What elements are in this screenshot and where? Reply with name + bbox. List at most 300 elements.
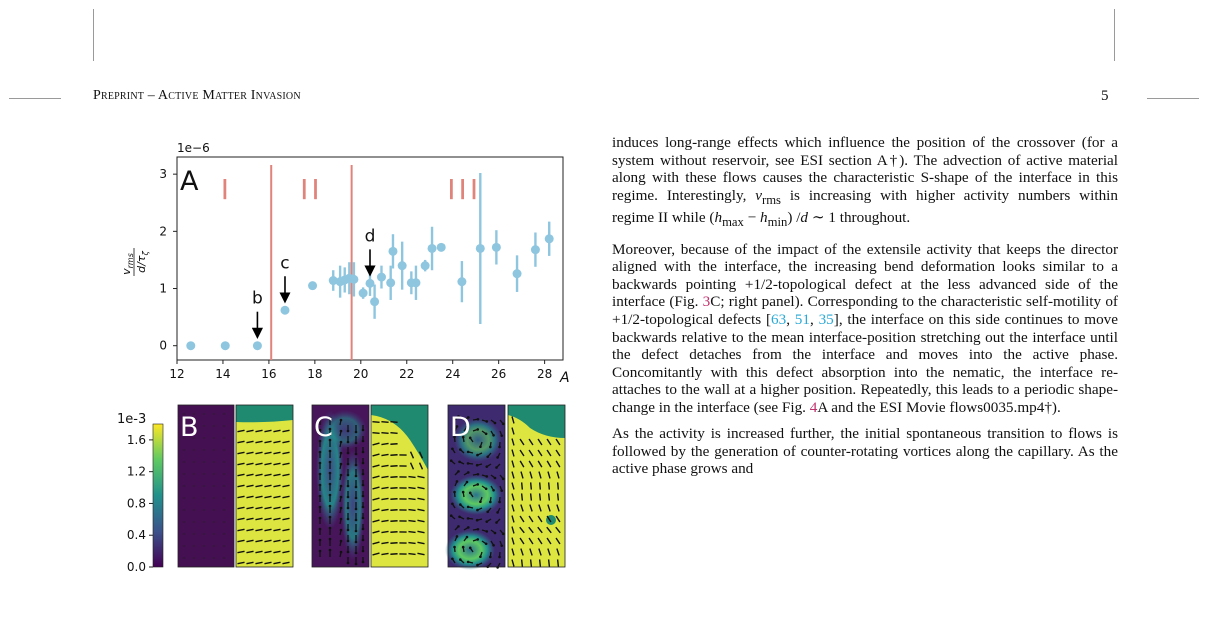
velocity-arrow-head [355,475,358,478]
data-point [388,247,397,256]
director-segment [390,455,397,456]
velocity-arrow-head [485,475,488,478]
velocity-arrow-head [476,564,479,567]
plot-panel-a [120,141,570,386]
velocity-arrow-head [457,525,460,528]
velocity-arrow-head [362,539,365,542]
velocity-arrow-head [485,542,488,545]
velocity-arrow-head [362,528,365,531]
velocity-dot [183,545,184,546]
velocity-arrow-head [329,549,332,552]
velocity-arrow-head [362,451,365,454]
x-axis-ticks [169,360,552,381]
velocity-arrow-head [347,507,350,510]
velocity-arrow-head [479,500,482,503]
velocity-arrow-head [469,492,472,495]
velocity-arrow-head [476,428,479,431]
velocity-arrow-head [485,432,488,435]
velocity-arrow-head [347,463,350,466]
velocity-dot [193,533,194,534]
x-tick-label: 18 [307,367,323,381]
velocity-arrow-head [479,445,482,448]
figure-ref-3[interactable]: 3 [702,293,711,311]
velocity-arrow-head [347,518,350,521]
velocity-arrow-head [458,515,461,518]
x-axis-label: A [560,370,570,386]
colorbar-gradient [153,424,163,567]
director-segment [381,433,388,434]
y-axis-ticks [159,167,177,353]
colorbar-exponent: 1e-3 [117,412,147,427]
velocity-dot [223,461,224,462]
velocity-arrow-head [362,561,365,564]
velocity-dot [223,545,224,546]
y-tick-label: 0 [159,338,167,353]
director-segment [558,482,559,489]
director-segment [522,559,523,566]
velocity-arrow-head [476,519,479,522]
velocity-dot [213,461,214,462]
velocity-dot [183,521,184,522]
director-segment [408,488,415,489]
velocity-arrow-head [347,562,350,565]
crop-mark-right-vertical [1114,9,1115,61]
colorbar [117,412,163,574]
velocity-arrow-head [485,530,488,533]
velocity-arrow-head [485,520,488,523]
velocity-arrow-head [319,451,322,454]
data-point [349,275,358,284]
x-tick-label: 20 [353,367,369,381]
velocity-arrow-head [319,462,322,465]
velocity-dot [223,473,224,474]
velocity-dot [223,521,224,522]
data-point [386,278,395,287]
velocity-dot [223,497,224,498]
velocity-arrow-head [467,526,470,529]
velocity-dot [223,557,224,558]
running-head: Preprint – Active Matter Invasion [93,88,301,103]
velocity-arrow-head [456,535,459,538]
velocity-dot [193,449,194,450]
y-exponent-label: 1e−6 [177,141,210,155]
panel-label-b: B [180,412,199,443]
velocity-dot [223,533,224,534]
velocity-arrow-head [477,473,480,476]
velocity-arrow-head [355,563,358,566]
velocity-arrow-head [476,483,479,486]
velocity-arrow-head [485,487,488,490]
velocity-arrow-head [494,477,497,480]
velocity-arrow-head [347,441,350,444]
velocity-arrow-head [453,546,456,549]
regime-label: II [300,173,323,206]
director-segment [540,559,541,566]
velocity-arrow-head [476,509,479,512]
velocity-arrow-head [329,516,332,519]
data-point [398,261,407,270]
velocity-arrow-head [362,429,365,432]
velocity-arrow-head [362,495,365,498]
director-segment [531,482,532,489]
velocity-arrow-head [459,558,462,561]
velocity-dot [183,461,184,462]
velocity-arrow-head [319,473,322,476]
velocity-arrow-head [362,517,365,520]
velocity-arrow-head [462,546,465,549]
velocity-arrow-head [495,466,498,469]
velocity-arrow-head [340,529,343,532]
velocity-arrow-head [486,510,489,513]
data-point [186,341,195,350]
velocity-arrow-head [362,484,365,487]
velocity-arrow-head [462,491,465,494]
velocity-dot [213,413,214,414]
citation-51[interactable]: 51 [794,310,810,328]
velocity-dot [203,485,204,486]
director-segment [531,493,532,500]
velocity-arrow-head [355,486,358,489]
velocity-dot [183,557,184,558]
velocity-arrow-head [467,506,470,509]
x-tick-label: 26 [491,367,507,381]
velocity-arrow-head [329,538,332,541]
data-point [280,306,289,315]
director-segment [390,543,397,544]
data-point [545,234,554,243]
velocity-dot [193,497,194,498]
data-point [531,245,540,254]
director-segment [390,521,397,522]
velocity-dot [213,497,214,498]
director-segment [558,559,559,566]
velocity-arrow-head [329,461,332,464]
velocity-dot [193,545,194,546]
velocity-arrow-head [502,423,505,426]
director-segment [408,477,415,478]
velocity-dot [223,437,224,438]
velocity-arrow-head [319,550,322,553]
velocity-dot [213,545,214,546]
velocity-arrow-head [500,544,503,547]
body-text [612,134,1118,486]
x-tick-label: 12 [169,367,185,381]
velocity-dot [223,449,224,450]
data-point [366,279,375,288]
data-point [253,341,262,350]
velocity-dot [193,521,194,522]
velocity-arrow-head [355,453,358,456]
regime-label: I [220,173,233,206]
director-segment [390,554,397,555]
director-segment [390,477,397,478]
velocity-dot [213,521,214,522]
y-tick-label: 1 [159,281,167,296]
velocity-arrow-head [355,508,358,511]
director-segment [549,493,550,500]
director-segment [558,493,559,500]
data-point [513,269,522,278]
director-segment [531,559,532,566]
velocity-dot [193,557,194,558]
director-segment [522,482,523,489]
velocity-dot [213,437,214,438]
velocity-arrow-head [347,452,350,455]
velocity-arrow-head [319,495,322,498]
velocity-arrow-head [362,506,365,509]
director-segment [390,422,397,423]
velocity-arrow-head [451,557,454,560]
velocity-arrow-head [319,506,322,509]
velocity-dot [203,461,204,462]
director-segment [408,532,415,533]
velocity-arrow-head [502,533,505,536]
velocity-arrow-head [498,446,501,449]
velocity-dot [203,413,204,414]
director-segment [372,422,379,423]
velocity-arrow-head [362,440,365,443]
director-segment [390,433,397,434]
data-point [359,289,368,298]
data-point [428,244,437,253]
velocity-dot [213,509,214,510]
velocity-dot [203,521,204,522]
director-segment [390,444,397,445]
velocity-arrow-head [329,494,332,497]
velocity-arrow-head [347,496,350,499]
velocity-arrow-head [340,463,343,466]
velocity-arrow-head [457,470,460,473]
velocity-arrow-head [477,528,480,531]
page-number: 5 [1101,88,1109,104]
velocity-arrow-head [362,473,365,476]
panel-label-d: D [450,412,471,443]
data-point [308,281,317,290]
velocity-arrow-head [340,474,343,477]
x-tick-label: 14 [215,367,231,381]
director-segment [549,559,550,566]
y-tick-label: 3 [159,167,167,182]
annotation-label: d [364,226,376,247]
velocity-dot [183,497,184,498]
director-segment [390,510,397,511]
velocity-arrow-head [319,517,322,520]
velocity-dot [193,509,194,510]
velocity-arrow-head [347,430,350,433]
velocity-dot [183,485,184,486]
director-segment [390,532,397,533]
velocity-arrow-head [362,462,365,465]
data-point [411,278,420,287]
velocity-arrow-head [340,485,343,488]
velocity-dot [203,557,204,558]
director-segment [540,482,541,489]
velocity-dot [203,545,204,546]
crop-mark-right-horizontal [1147,98,1199,99]
velocity-arrow-head [469,547,472,550]
velocity-arrow-head [489,501,492,504]
velocity-dot [203,533,204,534]
velocity-arrow-head [347,474,350,477]
velocity-arrow-head [467,451,470,454]
x-tick-label: 16 [261,367,277,381]
velocity-arrow-head [492,434,495,437]
velocity-dot [223,485,224,486]
velocity-arrow-head [340,430,343,433]
paragraph-1: induces long-range effects which influence the position of the crossover (for a system without reservoir, see ESI section A†). The advection of active material along with these flows causes the characteristic S-shape of the interface in this regime. Interestingly, $v_{rms}$ is increasing with higher activity numbers within regime II while $(h_{max} - h_{min})$ /d ∼ 1 throughout. [612,134,1118,230]
director-segment [540,493,541,500]
velocity-arrow-head [329,505,332,508]
field-panel-c [312,405,428,567]
director-segment [381,422,388,423]
velocity-arrow-head [355,541,358,544]
velocity-arrow-head [355,431,358,434]
velocity-dot [213,557,214,558]
velocity-arrow-head [340,419,343,422]
velocity-arrow-head [492,544,495,547]
velocity-arrow-head [355,530,358,533]
velocity-arrow-head [329,450,332,453]
velocity-arrow-head [489,556,492,559]
velocity-dot [213,449,214,450]
velocity-arrow-head [485,420,488,423]
velocity-dot [223,413,224,414]
data-point [377,273,386,282]
velocity-arrow-head [340,540,343,543]
velocity-arrow-head [477,418,480,421]
svg-text:d/τζ: $d/\tau_\zeta$ [135,251,150,273]
director-segment [390,488,397,489]
x-tick-label: 22 [399,367,415,381]
paragraph-2: Moreover, because of the impact of the extensile activity that keeps the director aligned with the interface, the increasing bend deformation looks similar to a backwards pointing +1/2-topological defect at the less advanced side of the interface (Fig. 3C; right panel). Corresponding to the characteristic self-motility of +1/2-topological defects [63, 51, 35], the interface on this side continues to move backwards relative to the mean interface-position stretching out the interface until the defect detaches from the interface and moves into the active phase. Concomitantly with this defect absorption into the nematic, the interface re-attaches to the wall at a higher position. Repeatedly, this leads to a periodic shape-change in the interface (see Fig. 4A and the ESI Movie flows0035.mp4†). [612,240,1118,416]
citation-63[interactable]: 63 [771,310,787,328]
panel-label-c: C [314,412,333,443]
velocity-arrow-head [347,485,350,488]
figure-ref-4[interactable]: 4 [809,398,818,416]
velocity-dot [203,449,204,450]
velocity-arrow-head [319,539,322,542]
velocity-arrow-head [466,481,469,484]
velocity-dot [223,509,224,510]
velocity-arrow-head [496,511,499,514]
paragraph-3: As the activity is increased further, the initial spontaneous transition to flows is followed by the generation of counter-rotating vortices along the capillary. As the active phase grows and [612,424,1118,478]
velocity-arrow-head [347,529,350,532]
director-segment [522,493,523,500]
data-point [421,261,430,270]
x-tick-label: 28 [536,367,553,381]
velocity-arrow-head [467,561,470,564]
velocity-arrow-head [485,465,488,468]
velocity-arrow-head [489,446,492,449]
velocity-arrow-head [451,447,454,450]
velocity-arrow-head [458,460,461,463]
velocity-dot [203,497,204,498]
velocity-arrow-head [319,528,322,531]
velocity-dot [203,473,204,474]
velocity-arrow-head [340,441,343,444]
velocity-arrow-head [355,519,358,522]
y-tick-label: 2 [159,224,167,239]
velocity-arrow-head [466,536,469,539]
velocity-arrow-head [355,442,358,445]
velocity-arrow-head [329,472,332,475]
velocity-arrow-head [494,422,497,425]
velocity-dot [183,473,184,474]
velocity-arrow-head [319,484,322,487]
y-axis-label [120,248,150,276]
velocity-arrow-head [502,478,505,481]
velocity-arrow-head [498,556,501,559]
velocity-arrow-head [355,552,358,555]
director-segment [390,499,397,500]
director-segment [549,482,550,489]
data-point [370,297,379,306]
director-segment [408,499,415,500]
data-point [492,243,501,252]
colorbar-tick-label: 0.8 [126,496,146,511]
velocity-arrow-head [340,507,343,510]
data-point [221,341,230,350]
velocity-arrow-head [453,491,456,494]
colorbar-tick-label: 0.4 [126,528,146,543]
velocity-arrow-head [451,502,454,505]
data-point [476,244,485,253]
velocity-dot [183,509,184,510]
velocity-arrow-head [355,464,358,467]
velocity-dot [203,425,204,426]
director-segment [408,521,415,522]
director-segment [408,543,415,544]
velocity-arrow-head [496,456,499,459]
velocity-dot [193,473,194,474]
velocity-arrow-head [459,448,462,451]
velocity-dot [223,425,224,426]
velocity-dot [193,461,194,462]
velocity-arrow-head [498,501,501,504]
velocity-dot [213,425,214,426]
velocity-arrow-head [456,480,459,483]
data-point [437,243,446,252]
velocity-dot [213,533,214,534]
velocity-arrow-head [450,459,453,462]
director-segment [408,554,415,555]
velocity-arrow-head [340,518,343,521]
velocity-arrow-head [467,517,470,520]
annotation-label: b [252,288,263,309]
velocity-arrow-head [329,527,332,530]
velocity-arrow-head [340,496,343,499]
velocity-arrow-head [450,514,453,517]
velocity-arrow-head [467,462,470,465]
velocity-dot [213,473,214,474]
citation-35[interactable]: 35 [818,310,834,328]
velocity-arrow-head [476,454,479,457]
field-panel-d [445,405,565,570]
figure [0,0,600,625]
velocity-dot [203,509,204,510]
director-segment [390,466,397,467]
velocity-arrow-head [355,497,358,500]
velocity-arrow-head [479,555,482,558]
velocity-arrow-head [467,471,470,474]
velocity-dot [193,485,194,486]
velocity-arrow-head [340,452,343,455]
x-tick-label: 24 [445,367,461,381]
panel-label-a: A [180,166,199,197]
velocity-dot [203,437,204,438]
velocity-arrow-head [347,551,350,554]
velocity-dot [213,485,214,486]
